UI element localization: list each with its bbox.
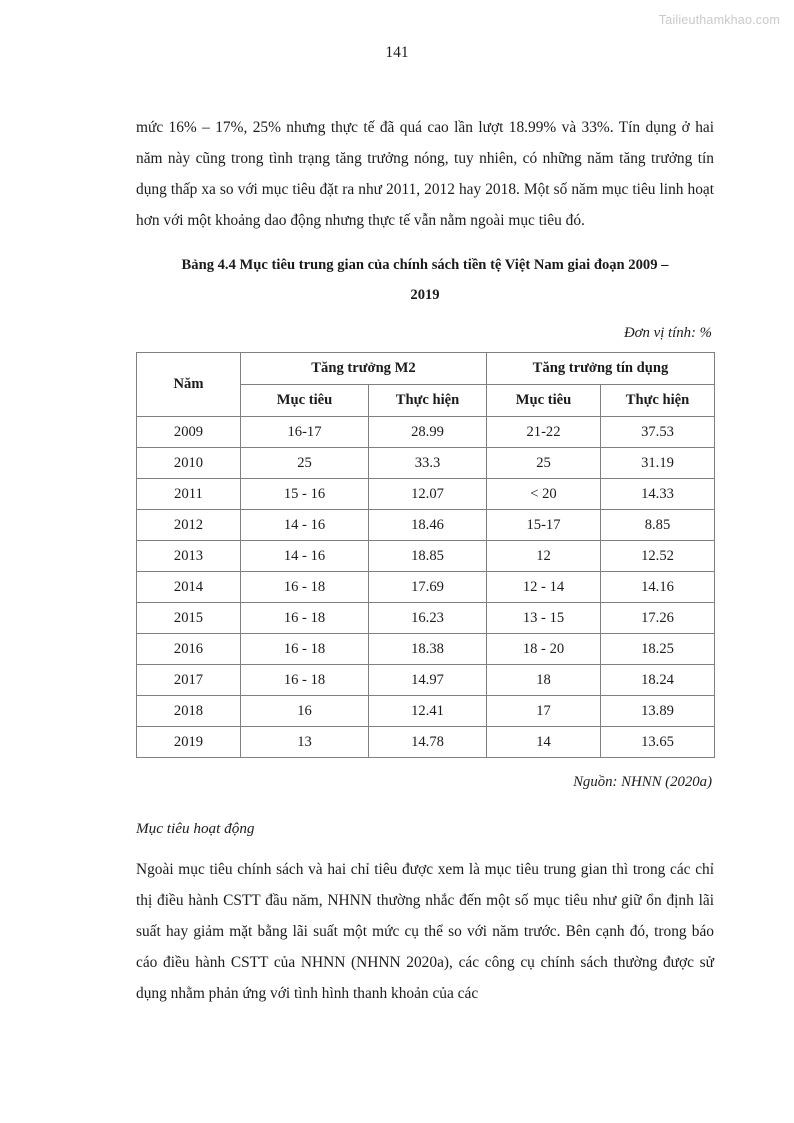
- table-row: [137, 541, 715, 572]
- cell-m2-actual: 14.78: [369, 727, 487, 758]
- cell-credit-target: 18 - 20: [487, 634, 601, 665]
- intro-paragraph: mức 16% – 17%, 25% nhưng thực tế đã quá cao lần lượt 18.99% và 33%. Tín dụng ở hai năm này cũng trong tình trạng tăng trưởng nóng, tuy nhiên, có những năm tăng trưởng tín dụng thấp xa so với mục tiêu đặt ra như 2011, 2012 hay 2018. Một số năm mục tiêu linh hoạt hơn với một khoảng dao động nhưng thực tế vẫn nằm ngoài mục tiêu đó.: [136, 119, 714, 229]
- cell-year: 2018: [137, 696, 241, 727]
- cell-year: 2010: [137, 448, 241, 479]
- cell-m2-target: 16 - 18: [241, 665, 369, 696]
- cell-credit-actual: 17.26: [601, 603, 715, 634]
- cell-year: 2015: [137, 603, 241, 634]
- column-header-m2-target: Mục tiêu: [241, 385, 369, 417]
- column-header-credit-actual: Thực hiện: [601, 385, 715, 417]
- cell-m2-actual: 28.99: [369, 417, 487, 448]
- cell-m2-target: 13: [241, 727, 369, 758]
- site-watermark: Tailieuthamkhao.com: [658, 13, 780, 27]
- cell-m2-actual: 12.41: [369, 696, 487, 727]
- page-content: [136, 112, 714, 1009]
- cell-credit-target: 18: [487, 665, 601, 696]
- cell-credit-actual: 8.85: [601, 510, 715, 541]
- cell-m2-actual: 14.97: [369, 665, 487, 696]
- cell-year: 2014: [137, 572, 241, 603]
- column-header-year: Năm: [137, 353, 241, 417]
- table-row: [137, 727, 715, 758]
- column-header-m2-group: Tăng trưởng M2: [241, 353, 487, 385]
- cell-credit-target: 14: [487, 727, 601, 758]
- column-header-m2-actual: Thực hiện: [369, 385, 487, 417]
- cell-credit-target: 12 - 14: [487, 572, 601, 603]
- table-header-row-groups: [137, 353, 715, 385]
- unit-note: Đơn vị tính: %: [623, 325, 712, 341]
- page-number: 141: [385, 44, 409, 61]
- cell-credit-target: 21-22: [487, 417, 601, 448]
- table-row: [137, 572, 715, 603]
- source-note: Nguồn: NHNN (2020a): [573, 774, 712, 790]
- table-row: [137, 634, 715, 665]
- cell-credit-actual: 14.16: [601, 572, 715, 603]
- cell-m2-actual: 16.23: [369, 603, 487, 634]
- cell-credit-target: 13 - 15: [487, 603, 601, 634]
- table-caption-line-2: 2019: [410, 287, 440, 303]
- cell-credit-target: 17: [487, 696, 601, 727]
- cell-m2-target: 16: [241, 696, 369, 727]
- cell-credit-actual: 12.52: [601, 541, 715, 572]
- cell-m2-target: 14 - 16: [241, 541, 369, 572]
- table-container: [136, 352, 714, 758]
- cell-year: 2019: [137, 727, 241, 758]
- table-row: [137, 448, 715, 479]
- table-row: [137, 510, 715, 541]
- cell-m2-actual: 33.3: [369, 448, 487, 479]
- cell-m2-target: 16 - 18: [241, 603, 369, 634]
- cell-credit-target: < 20: [487, 479, 601, 510]
- table-row: [137, 479, 715, 510]
- table-row: [137, 665, 715, 696]
- cell-m2-target: 25: [241, 448, 369, 479]
- cell-m2-target: 15 - 16: [241, 479, 369, 510]
- cell-year: 2012: [137, 510, 241, 541]
- cell-m2-target: 16 - 18: [241, 572, 369, 603]
- cell-m2-actual: 18.85: [369, 541, 487, 572]
- cell-credit-actual: 13.89: [601, 696, 715, 727]
- cell-year: 2013: [137, 541, 241, 572]
- spacer: [136, 310, 714, 320]
- cell-m2-actual: 18.38: [369, 634, 487, 665]
- cell-credit-actual: 18.24: [601, 665, 715, 696]
- cell-m2-actual: 12.07: [369, 479, 487, 510]
- cell-m2-actual: 18.46: [369, 510, 487, 541]
- cell-credit-actual: 37.53: [601, 417, 715, 448]
- table-row: [137, 417, 715, 448]
- cell-credit-actual: 13.65: [601, 727, 715, 758]
- table-row: [137, 696, 715, 727]
- cell-credit-actual: 18.25: [601, 634, 715, 665]
- cell-m2-target: 16-17: [241, 417, 369, 448]
- table-row: [137, 603, 715, 634]
- cell-credit-actual: 31.19: [601, 448, 715, 479]
- cell-credit-target: 12: [487, 541, 601, 572]
- table-body: [137, 417, 715, 758]
- cell-m2-target: 16 - 18: [241, 634, 369, 665]
- spacer: [136, 758, 714, 768]
- intermediate-targets-table: [136, 352, 715, 758]
- cell-m2-actual: 17.69: [369, 572, 487, 603]
- column-header-credit-group: Tăng trưởng tín dụng: [487, 353, 715, 385]
- cell-year: 2017: [137, 665, 241, 696]
- closing-paragraph: Ngoài mục tiêu chính sách và hai chỉ tiêu được xem là mục tiêu trung gian thì trong các chỉ thị điều hành CSTT đầu năm, NHNN thường nhắc đến một số mục tiêu như giữ ổn định lãi suất hay giảm mặt bằng lãi suất một mức cụ thể so với năm trước. Bên cạnh đó, trong báo cáo điều hành CSTT của NHNN (NHNN 2020a), các công cụ chính sách thường được sử dụng nhằm phản ứng với tình hình thanh khoản của các: [136, 861, 714, 1002]
- table-header: [137, 353, 715, 417]
- cell-credit-actual: 14.33: [601, 479, 715, 510]
- cell-credit-target: 25: [487, 448, 601, 479]
- cell-year: 2009: [137, 417, 241, 448]
- cell-credit-target: 15-17: [487, 510, 601, 541]
- cell-m2-target: 14 - 16: [241, 510, 369, 541]
- column-header-credit-target: Mục tiêu: [487, 385, 601, 417]
- spacer: [136, 236, 714, 250]
- spacer: [136, 796, 714, 814]
- table-caption-line-1: Bảng 4.4 Mục tiêu trung gian của chính sách tiền tệ Việt Nam giai đoạn 2009 –: [181, 257, 669, 273]
- cell-year: 2016: [137, 634, 241, 665]
- section-subheading: Mục tiêu hoạt động: [136, 820, 255, 837]
- cell-year: 2011: [137, 479, 241, 510]
- spacer: [136, 844, 714, 854]
